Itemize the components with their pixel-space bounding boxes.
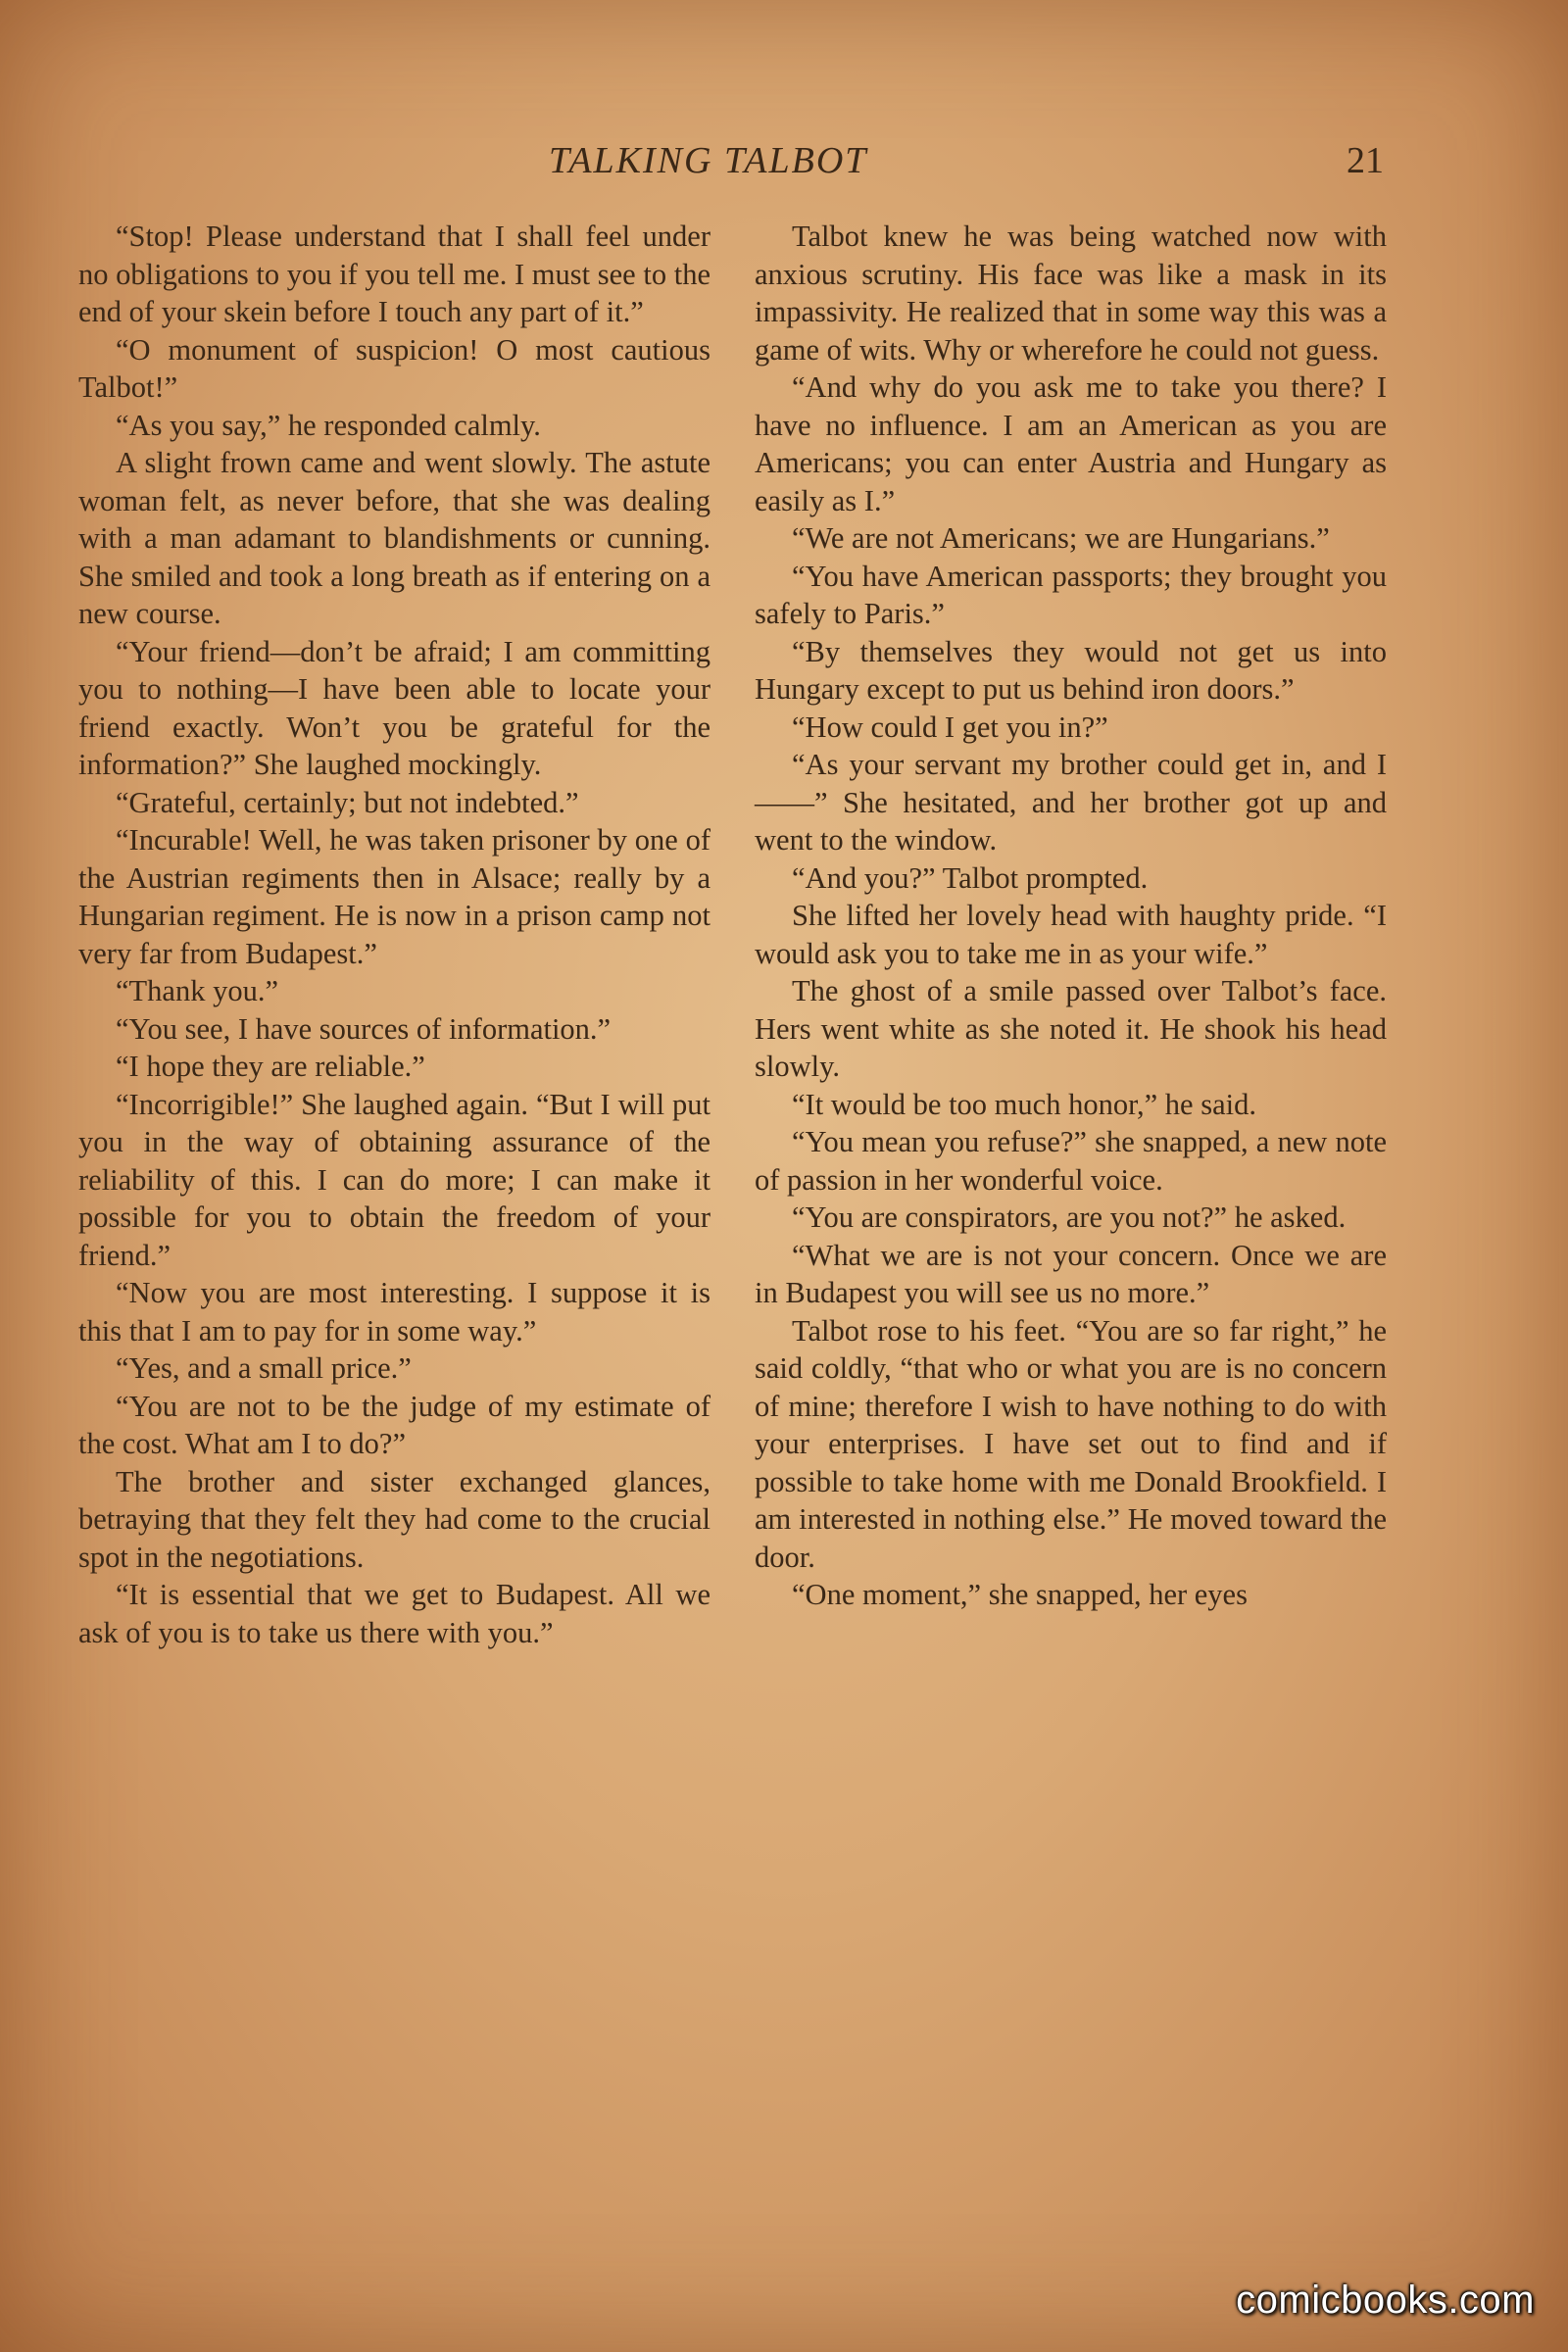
paragraph: “Yes, and a small price.”	[116, 1351, 412, 1385]
paragraph: “You mean you refuse?” she snapped, a new note of passion in her wonderful voice.	[755, 1125, 1387, 1197]
paragraph: “It is essential that we get to Budapest. All we ask of you is to take us there with you.”	[78, 1578, 710, 1649]
paragraph: “You have American passports; they brought you safely to Paris.”	[755, 559, 1387, 630]
paragraph: The ghost of a smile passed over Talbot’s face. Hers went white as she noted it. He shook his head slowly.	[755, 974, 1387, 1083]
paragraph: “As you say,” he responded calmly.	[116, 408, 541, 442]
paragraph: “As your servant my brother could get in, and I——” She hesitated, and her brother got up and went to the window.	[755, 748, 1387, 857]
paragraph: The brother and sister exchanged glances, betraying that they felt they had come to the crucial spot in the negotiations.	[78, 1464, 710, 1574]
paragraph: Talbot knew he was being watched now with anxious scrutiny. His face was like a mask in its impassivity. He realized that in some way this was a game of wits. Why or wherefore he could not guess.	[755, 220, 1387, 367]
running-title: TALKING TALBOT	[549, 140, 868, 181]
left-text-column	[78, 218, 710, 1651]
paragraph: “It would be too much honor,” he said.	[792, 1087, 1256, 1121]
paragraph: A slight frown came and went slowly. The astute woman felt, as never before, that she was dealing with a man adamant to blandishments or cunning. She smiled and took a long breath as if entering on a new course.	[78, 446, 710, 630]
paragraph: “Incurable! Well, he was taken prisoner by one of the Austrian regiments then in Alsace; really by a Hungarian regiment. He is now in a prison camp not very far from Budapest.”	[78, 823, 710, 970]
paragraph: “We are not Americans; we are Hungarians.”	[792, 521, 1330, 555]
paragraph: “One moment,” she snapped, her eyes	[792, 1578, 1248, 1611]
paragraph: “Thank you.”	[116, 974, 278, 1007]
page-number: 21	[1347, 140, 1384, 181]
paragraph: “And why do you ask me to take you there? I have no influence. I am an American as you are Americans; you can enter Austria and Hungary as easily as I.”	[755, 370, 1387, 517]
paragraph: “I hope they are reliable.”	[116, 1050, 425, 1083]
paragraph: “By themselves they would not get us into Hungary except to put us behind iron doors.”	[755, 634, 1387, 706]
paragraph: “You are conspirators, are you not?” he asked.	[792, 1200, 1347, 1234]
paragraph: “You are not to be the judge of my estimate of the cost. What am I to do?”	[78, 1389, 710, 1460]
paragraph: She lifted her lovely head with haughty pride. “I would ask you to take me in as your wife.”	[755, 899, 1387, 970]
right-text-column	[755, 218, 1387, 1614]
page-header	[0, 139, 1568, 198]
paragraph: “You see, I have sources of information.”	[116, 1011, 612, 1046]
paragraph: “Stop! Please understand that I shall feel under no obligations to you if you tell me. I must see to the end of your skein before I touch any part of it.”	[78, 220, 710, 328]
paragraph: “O monument of suspicion! O most cautious Talbot!”	[78, 332, 710, 404]
paragraph: “How could I get you in?”	[792, 710, 1108, 744]
paragraph: “Now you are most interesting. I suppose it is this that I am to pay for in some way.”	[78, 1276, 710, 1348]
paragraph: “Your friend—don’t be afraid; I am committing you to nothing—I have been able to locate your friend exactly. Won’t you be grateful for the information?” She laughed mockingly.	[78, 634, 710, 781]
paragraph: Talbot rose to his feet. “You are so far right,” he said coldly, “that who or what you are is no concern of mine; therefore I wish to have nothing to do with your enterprises. I have set out to find and if possible to take home with me Donald Brookfield. I am interested in nothing else.” He moved toward the door.	[755, 1313, 1387, 1574]
paragraph: “Grateful, certainly; but not indebted.”	[116, 785, 579, 819]
paragraph: “Incorrigible!” She laughed again. “But I will put you in the way of obtaining assurance of the reliability of this. I can do more; I can make it possible for you to obtain the freedom of your friend.”	[78, 1087, 710, 1272]
site-watermark: comicbooks.com	[1236, 2278, 1535, 2322]
paragraph: “And you?” Talbot prompted.	[792, 860, 1149, 895]
paragraph: “What we are is not your concern. Once we are in Budapest you will see us no more.”	[755, 1238, 1387, 1309]
